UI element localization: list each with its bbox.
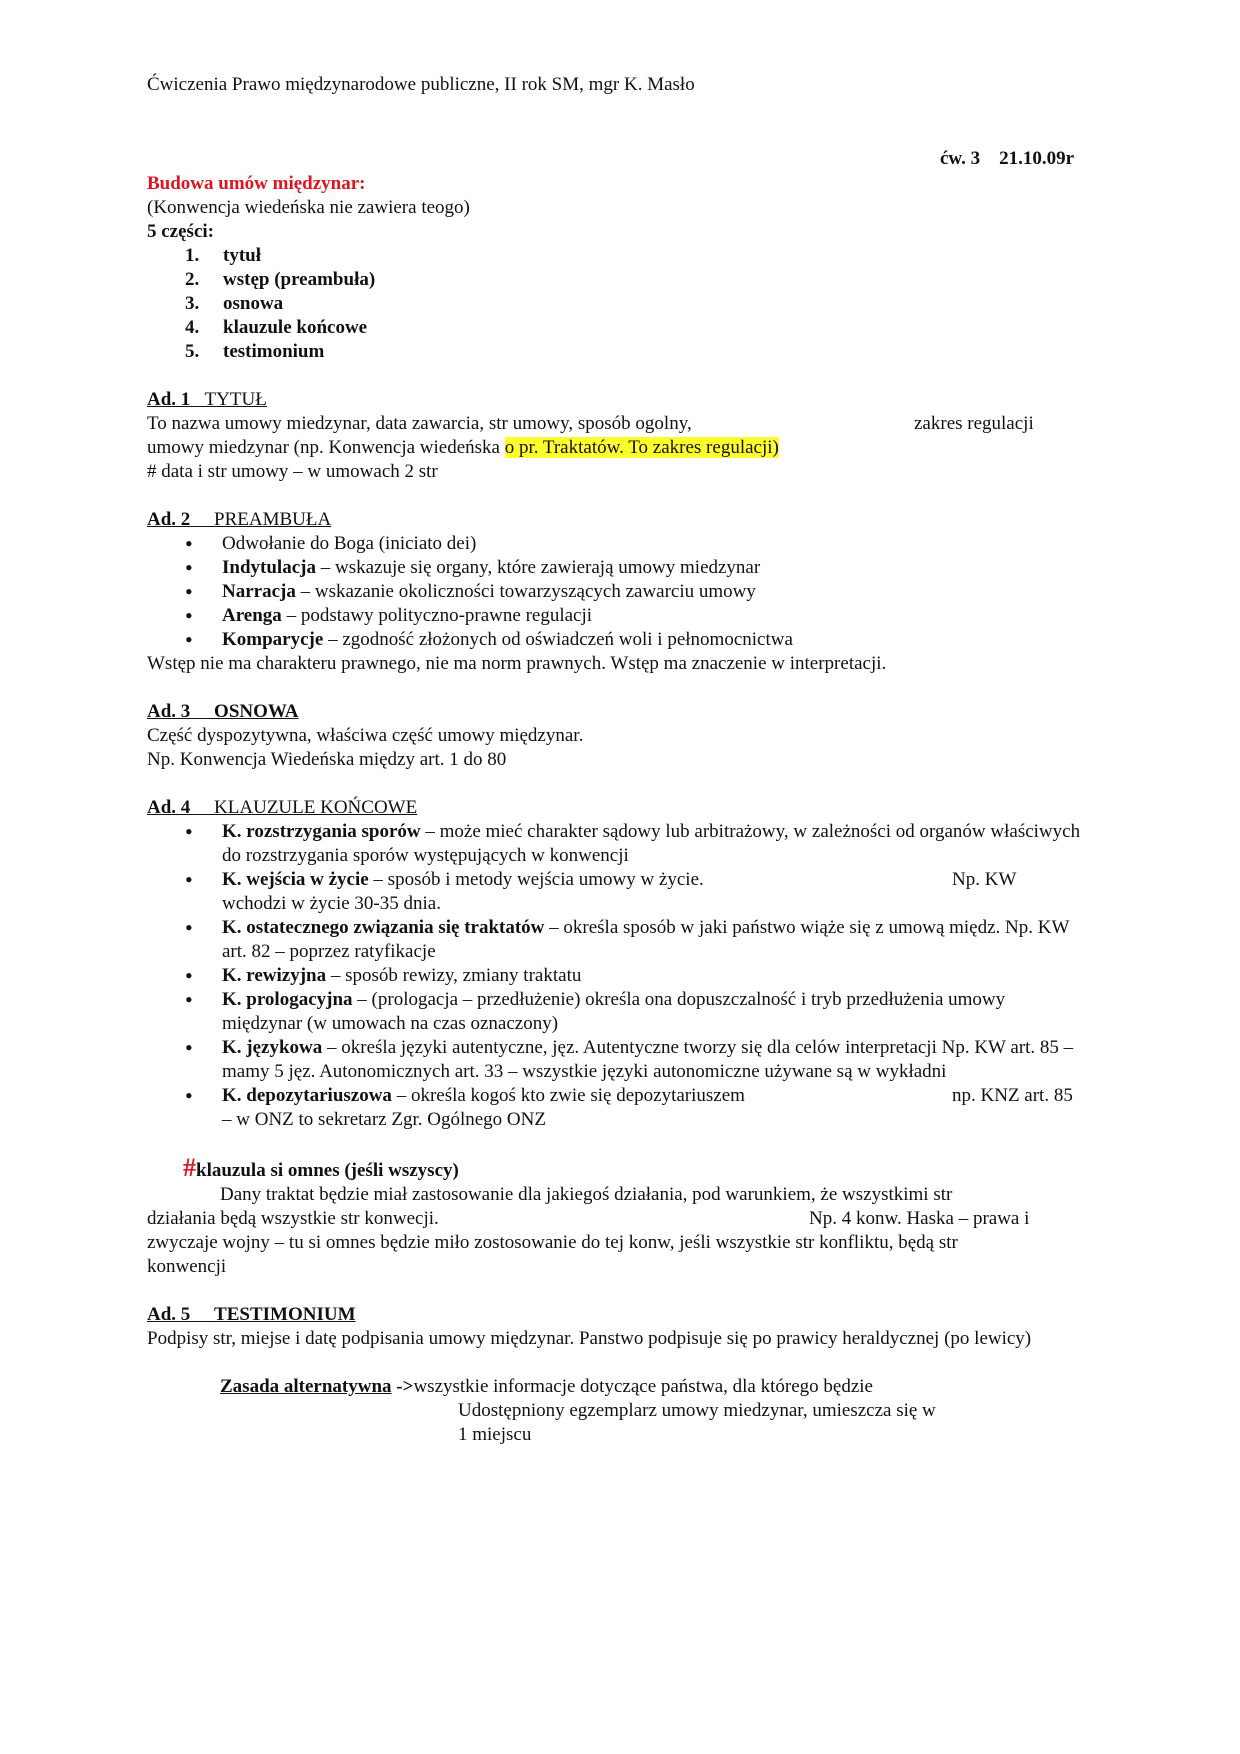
list-item: • Narracja – wskazanie okoliczności towarzyszących zawarciu umowy xyxy=(147,580,1087,604)
document-content xyxy=(147,172,1087,1447)
list-item: 5. testimonium xyxy=(185,341,325,362)
list-item: • Odwołanie do Boga (iniciato dei) xyxy=(147,532,1087,556)
omnes-line3: zwyczaje wojny – tu si omnes będzie miło zostosowanie do tej konw, jeśli wszystkie str konfliktu, będą str xyxy=(147,1232,958,1253)
exercise-date: ćw. 3 21.10.09r xyxy=(940,148,1075,169)
ad4-heading: Ad. 4 KLAUZULE KOŃCOWE xyxy=(147,797,418,818)
list-item: • K. depozytariuszowa – określa kogoś kto zwie się depozytariuszem np. KNZ art. 85 – w ONZ to sekretarz Zgr. Ogólnego ONZ xyxy=(147,1084,1087,1132)
omnes-heading: #klauzula si omnes (jeśli wszyscy) xyxy=(183,1153,459,1182)
ad1-line1: To nazwa umowy miedzynar, data zawarcia, str umowy, sposób ogolny, zakres regulacji xyxy=(147,413,1034,434)
ad2-list xyxy=(147,532,1087,652)
list-item: • Komparycje – zgodność złożonych od oświadczeń woli i pełnomocnictwa xyxy=(147,628,1087,652)
alt-line2: Udostępniony egzemplarz umowy miedzynar, umieszcza się w xyxy=(458,1400,936,1421)
ad5-text: Podpisy str, miejse i datę podpisania umowy międzynar. Panstwo podpisuje się po prawicy heraldycznej (po lewicy) xyxy=(147,1328,1032,1349)
list-item: • Indytulacja – wskazuje się organy, które zawierają umowy miedzynar xyxy=(147,556,1087,580)
alt-line1: Zasada alternatywna ->wszystkie informacje dotyczące państwa, dla którego będzie xyxy=(220,1376,873,1397)
list-item: • K. językowa – określa języki autentyczne, jęz. Autentyczne tworzy się dla celów interpretacji Np. KW art. 85 – mamy 5 jęz. Autonomicznych art. 33 – wszystkie języki autonomiczne używane są w wykładni xyxy=(147,1036,1087,1084)
ad5-heading: Ad. 5 TESTIMONIUM xyxy=(147,1304,356,1325)
list-item: • K. ostatecznego związania się traktatów – określa sposób w jaki państwo wiąże się z umową międz. Np. KW art. 82 – poprzez ratyfikacje xyxy=(147,916,1087,964)
ad1-line3: # data i str umowy – w umowach 2 str xyxy=(147,461,438,482)
list-item: • K. rewizyjna – sposób rewizy, zmiany traktatu xyxy=(147,964,1087,988)
list-item: 1. tytuł xyxy=(185,245,261,266)
parts-label: 5 części: xyxy=(147,221,214,242)
parts-list xyxy=(147,244,1087,364)
list-item: 2. wstęp (preambuła) xyxy=(185,269,376,290)
ad4-list xyxy=(147,820,1087,1132)
subtitle: (Konwencja wiedeńska nie zawiera teogo) xyxy=(147,197,470,218)
list-item: • K. rozstrzygania sporów – może mieć charakter sądowy lub arbitrażowy, w zależności od organów właściwych do rozstrzygania sporów występujących w konwencji xyxy=(147,820,1087,868)
omnes-line2: działania będą wszystkie str konwecji. Np. 4 konw. Haska – prawa i xyxy=(147,1208,1030,1229)
omnes-line4: konwencji xyxy=(147,1256,227,1277)
section-title: Budowa umów międzynar: xyxy=(147,173,366,194)
highlight: o pr. Traktatów. To zakres regulacji) xyxy=(504,437,779,458)
ad3-heading: Ad. 3 OSNOWA xyxy=(147,701,299,722)
list-item: • K. wejścia w życie – sposób i metody wejścia umowy w życie. Np. KW wchodzi w życie 30-35 dnia. xyxy=(147,868,1087,916)
ad2-heading: Ad. 2 PREAMBUŁA xyxy=(147,509,332,530)
ad3-line2: Np. Konwencja Wiedeńska między art. 1 do 80 xyxy=(147,749,507,770)
alt-line3: 1 miejscu xyxy=(458,1424,532,1445)
omnes-line1: Dany traktat będzie miał zastosowanie dla jakiegoś działania, pod warunkiem, że wszystkimi str xyxy=(220,1184,953,1205)
ad1-line2: umowy miedzynar (np. Konwencja wiedeńska o pr. Traktatów. To zakres regulacji) xyxy=(147,437,779,458)
list-item: 4. klauzule końcowe xyxy=(185,317,368,338)
ad3-line1: Część dyspozytywna, właściwa część umowy międzynar. xyxy=(147,725,584,746)
list-item: • Arenga – podstawy polityczno-prawne regulacji xyxy=(147,604,1087,628)
list-item: 3. osnowa xyxy=(185,293,284,314)
ad1-heading: Ad. 1 TYTUŁ xyxy=(147,389,267,410)
ad2-note: Wstęp nie ma charakteru prawnego, nie ma norm prawnych. Wstęp ma znaczenie w interpretacji. xyxy=(147,653,887,674)
document-header: Ćwiczenia Prawo międzynarodowe publiczne, II rok SM, mgr K. Masło xyxy=(147,74,695,95)
list-item: • K. prologacyjna – (prologacja – przedłużenie) określa ona dopuszczalność i tryb przedłużenia umowy międzynar (w umowach na czas oznaczony) xyxy=(147,988,1087,1036)
